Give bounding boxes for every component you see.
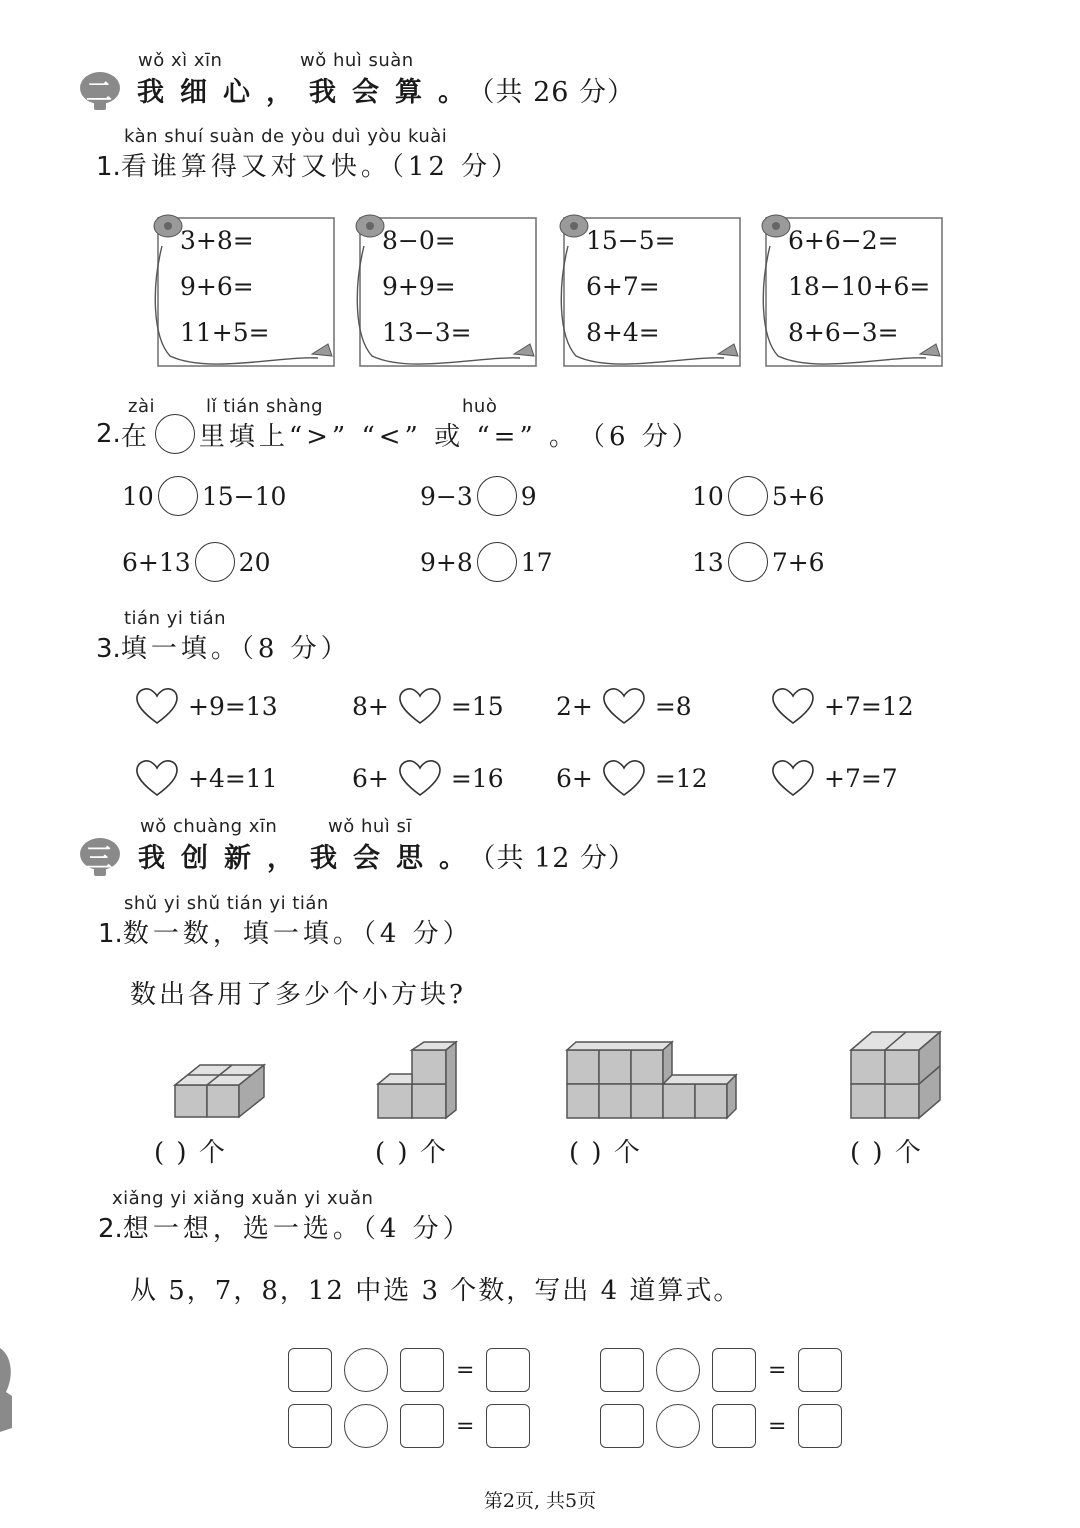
page-footer: 第2页, 共5页 xyxy=(483,1490,597,1512)
number-box[interactable] xyxy=(400,1348,444,1392)
section-pinyin: wǒ huì suàn xyxy=(300,50,414,71)
equation: 3+8= xyxy=(180,226,254,255)
page-edge-decoration-icon xyxy=(0,1348,14,1432)
compare-item: 13 7+6 xyxy=(692,542,825,582)
question-title: 3.填一填。（8 分） xyxy=(96,634,351,664)
section-pinyin: wǒ xì xīn xyxy=(138,50,223,71)
fill-item: 6+ =16 xyxy=(352,758,504,798)
section-pinyin: wǒ huì sī xyxy=(328,816,412,837)
equation: 8+6−3= xyxy=(788,318,899,347)
cube-figure-4 xyxy=(846,1026,946,1124)
equals-sign: = xyxy=(456,1413,475,1439)
equals-sign: = xyxy=(456,1357,475,1383)
equals-sign: = xyxy=(768,1357,787,1383)
question-pinyin: huò xyxy=(462,396,498,417)
equation: 11+5= xyxy=(180,318,270,347)
compare-item: 10 15−10 xyxy=(122,476,286,516)
heart-blank-icon[interactable] xyxy=(770,758,816,798)
fill-item: +7=7 xyxy=(762,758,898,798)
number-box[interactable] xyxy=(600,1404,644,1448)
number-box[interactable] xyxy=(600,1348,644,1392)
heart-blank-icon[interactable] xyxy=(134,758,180,798)
heart-blank-icon[interactable] xyxy=(601,758,647,798)
answer-circle[interactable] xyxy=(477,476,517,516)
result-box[interactable] xyxy=(798,1404,842,1448)
question-title: 2.想一想，选一选。（4 分） xyxy=(98,1214,473,1244)
operator-circle[interactable] xyxy=(656,1348,700,1392)
equation: 15−5= xyxy=(586,226,676,255)
formula-row xyxy=(288,1348,530,1392)
compare-item: 10 5+6 xyxy=(692,476,825,516)
number-box[interactable] xyxy=(288,1404,332,1448)
answer-blank: ( ) 个 xyxy=(850,1138,923,1168)
heart-blank-icon[interactable] xyxy=(397,686,443,726)
section-number: 二 xyxy=(86,78,113,108)
equation: 18−10+6= xyxy=(788,272,931,301)
formula-row xyxy=(288,1404,530,1448)
fill-item: 6+ =12 xyxy=(556,758,708,798)
fill-item: 2+ =8 xyxy=(556,686,692,726)
cube-figure-1 xyxy=(170,1055,270,1125)
question-pinyin: zài xyxy=(128,396,155,417)
number-box[interactable] xyxy=(712,1348,756,1392)
result-box[interactable] xyxy=(798,1348,842,1392)
question-title: 1.看谁算得又对又快。（12 分） xyxy=(96,152,522,182)
heart-blank-icon[interactable] xyxy=(397,758,443,798)
equation-card xyxy=(764,216,940,364)
section-number: 三 xyxy=(86,844,113,874)
operator-circle[interactable] xyxy=(344,1348,388,1392)
question-pinyin: tián yi tián xyxy=(124,608,227,629)
question-title: 1.数一数，填一填。（4 分） xyxy=(98,919,473,949)
result-box[interactable] xyxy=(486,1404,530,1448)
answer-circle[interactable] xyxy=(728,542,768,582)
compare-item: 9−3 9 xyxy=(420,476,537,516)
cube-figure-3 xyxy=(562,1038,744,1124)
section-title: 我细心，我会算。（共 26 分） xyxy=(137,77,636,108)
equals-sign: = xyxy=(768,1413,787,1439)
answer-circle[interactable] xyxy=(158,476,198,516)
formula-row xyxy=(600,1404,842,1448)
equation-card xyxy=(358,216,534,364)
section-pinyin: wǒ chuàng xīn xyxy=(140,816,278,837)
equation: 6+6−2= xyxy=(788,226,899,255)
equation: 13−3= xyxy=(382,318,472,347)
answer-blank: ( ) 个 xyxy=(375,1138,448,1168)
answer-circle[interactable] xyxy=(195,542,235,582)
equation: 9+6= xyxy=(180,272,254,301)
number-box[interactable] xyxy=(400,1404,444,1448)
compare-item: 9+8 17 xyxy=(420,542,553,582)
fill-item: +7=12 xyxy=(762,686,914,726)
number-box[interactable] xyxy=(288,1348,332,1392)
equation-card xyxy=(562,216,738,364)
operator-circle[interactable] xyxy=(656,1404,700,1448)
compare-item: 6+13 20 xyxy=(122,542,270,582)
number-box[interactable] xyxy=(712,1404,756,1448)
equation: 9+9= xyxy=(382,272,456,301)
equation: 6+7= xyxy=(586,272,660,301)
question-pinyin: lǐ tián shàng xyxy=(206,396,324,417)
result-box[interactable] xyxy=(486,1348,530,1392)
heart-blank-icon[interactable] xyxy=(770,686,816,726)
heart-blank-icon[interactable] xyxy=(134,686,180,726)
section-title: 我创新，我会思。（共 12 分） xyxy=(138,843,637,874)
answer-blank: ( ) 个 xyxy=(154,1138,227,1168)
equation: 8+4= xyxy=(586,318,660,347)
question-title: 2. 在 里填上“>” “<” 或 “=” 。 （6 分） xyxy=(96,414,702,454)
fill-item: 8+ =15 xyxy=(352,686,504,726)
question-prompt: 从 5，7，8，12 中选 3 个数，写出 4 道算式。 xyxy=(130,1276,742,1306)
fill-item: +9=13 xyxy=(126,686,278,726)
question-pinyin: kàn shuí suàn de yòu duì yòu kuài xyxy=(124,126,448,147)
question-prompt: 数出各用了多少个小方块? xyxy=(130,980,466,1010)
cube-figure-2 xyxy=(372,1038,462,1124)
answer-circle[interactable] xyxy=(477,542,517,582)
equation: 8−0= xyxy=(382,226,456,255)
operator-circle[interactable] xyxy=(344,1404,388,1448)
equation-card xyxy=(156,216,332,364)
formula-row xyxy=(600,1348,842,1392)
question-pinyin: xiǎng yi xiǎng xuǎn yi xuǎn xyxy=(112,1188,374,1209)
answer-blank: ( ) 个 xyxy=(569,1138,642,1168)
heart-blank-icon[interactable] xyxy=(601,686,647,726)
fill-item: +4=11 xyxy=(126,758,278,798)
answer-circle[interactable] xyxy=(728,476,768,516)
answer-circle xyxy=(155,414,195,454)
question-pinyin: shǔ yi shǔ tián yi tián xyxy=(124,893,329,914)
